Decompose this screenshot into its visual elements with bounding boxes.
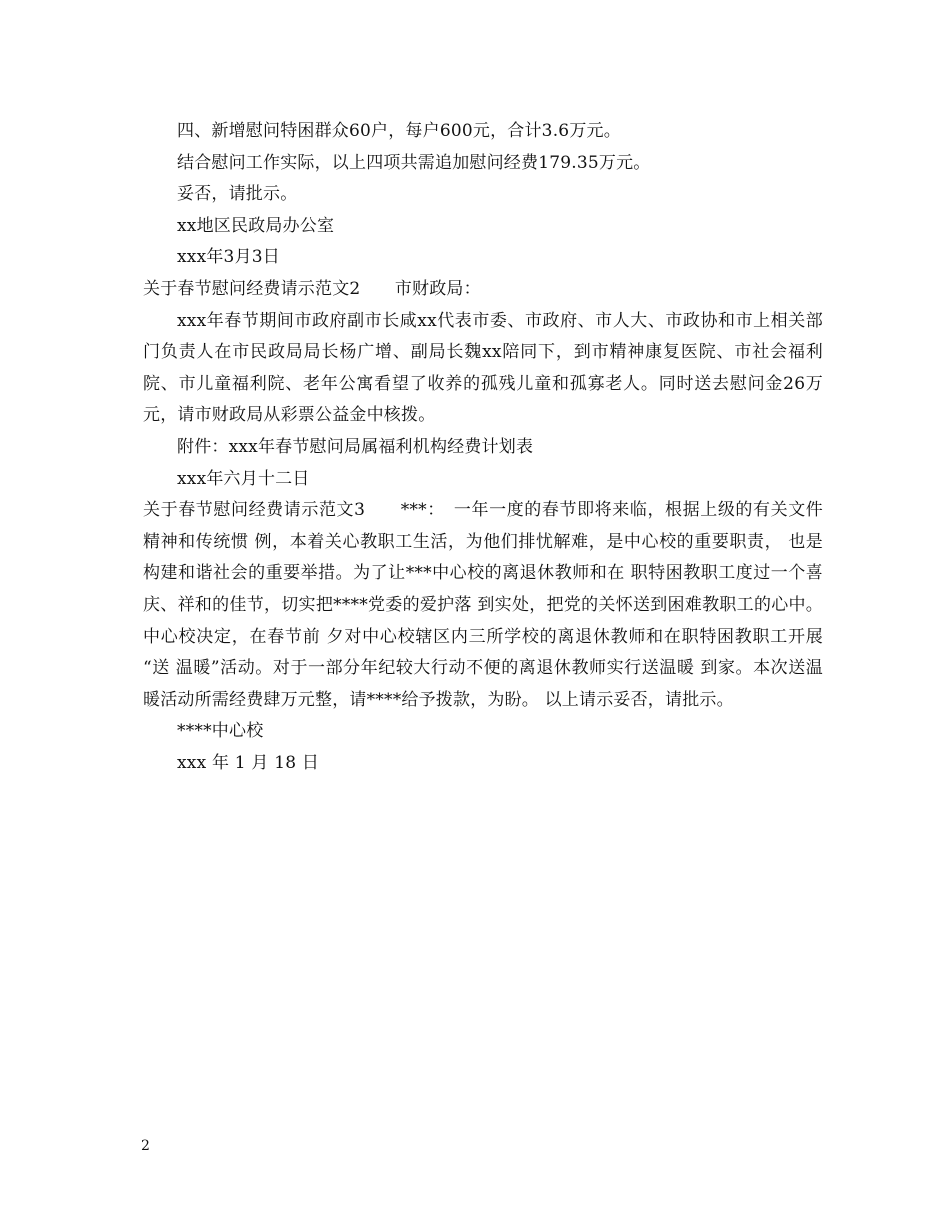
date-line-1: xxx年3月3日	[177, 247, 280, 268]
attachment-line: 附件：xxx年春节慰问局属福利机构经费计划表	[177, 436, 534, 457]
approval-request-line: 妥否，请批示。	[177, 184, 298, 205]
document-body	[143, 116, 823, 779]
date-line-3: xxx 年 1 月 18 日	[177, 752, 320, 773]
center-school-signature: ****中心校	[177, 721, 264, 742]
item-four-paragraph: 四、新增慰问特困群众60户，每户600元，合计3.6万元。	[177, 121, 621, 141]
example-2-heading: 关于春节慰问经费请示范文2 市财政局：	[143, 278, 481, 299]
example-2-body: xxx年春节期间市政府副市长咸xx代表市委、市政府、市人大、市政协和市上相关部门负责人在市民政局局长杨广增、副局长魏xx陪同下，到市精神康复医院、市社会福利院、市儿童福利院、老年公寓看望了收养的孤残儿童和孤寡老人。同时送去慰问金26万元，请市财政局从彩票公益金中核拨。	[143, 310, 823, 426]
total-funding-paragraph: 结合慰问工作实际，以上四项共需追加慰问经费179.35万元。	[177, 152, 651, 173]
sender-office-line: xx地区民政局办公室	[177, 215, 335, 236]
page-number: 2	[141, 1138, 150, 1154]
date-line-2: xxx年六月十二日	[177, 468, 310, 489]
example-3-paragraph: 关于春节慰问经费请示范文3 ***： 一年一度的春节即将来临，根据上级的有关文件精神和传统惯 例，本着关心教职工生活，为他们排忧解难，是中心校的重要职责， 也是构建和谐社会的重要举措。为了让***中心校的离退休教师和在 职特困教职工度过一个喜庆、祥和的佳节，切实把****党委的爱护落 到实处，把党的关怀送到困难教职工的心中。中心校决定，在春节前 夕对中心校辖区内三所学校的离退休教师和在职特困教职工开展 “送 温暖”活动。对于一部分年纪较大行动不便的离退休教师实行送温暖 到家。本次送温暖活动所需经费肆万元整，请****给予拨款，为盼。 以上请示妥否，请批示。	[143, 500, 823, 710]
